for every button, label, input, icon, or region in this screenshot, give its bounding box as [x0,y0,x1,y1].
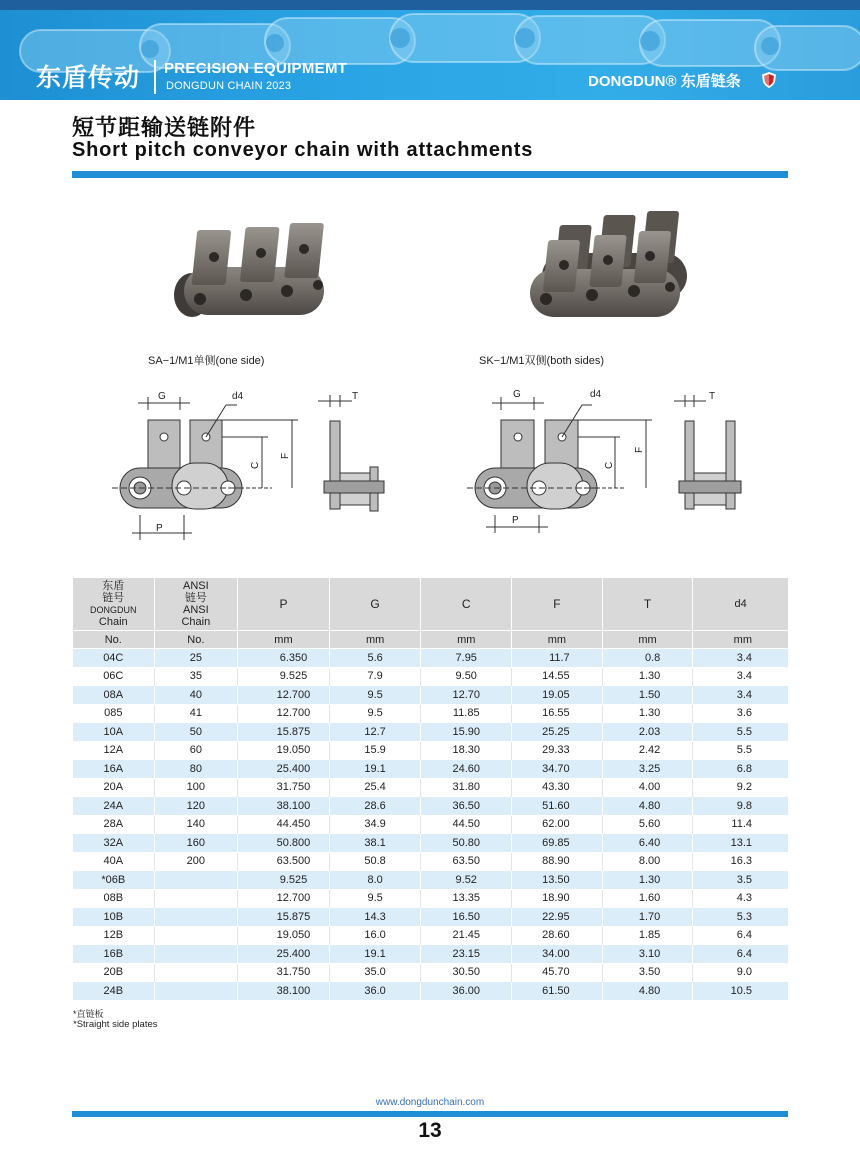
cell-c: 21.45 [421,926,512,945]
cell-d4: 6.4 [693,926,788,945]
cell-chain-no: 16A [73,760,154,779]
cell-ansi-no [154,963,238,982]
cell-f: 11.7 [512,649,603,668]
cell-ansi-no: 25 [154,649,238,668]
cell-chain-no: 24B [73,982,154,1000]
cell-g: 9.5 [329,686,421,705]
cell-g: 8.0 [329,871,421,890]
cell-c: 7.95 [421,649,512,668]
cell-chain-no: 06C [73,667,154,686]
page-title-cn: 短节距输送链附件 [72,115,257,140]
cell-t: 1.30 [602,667,693,686]
cell-chain-no: 20B [73,963,154,982]
cell-c: 13.35 [421,889,512,908]
table-row [73,649,788,668]
cell-f: 14.55 [512,667,603,686]
col-header-ansi-chain: ANSI 链号 ANSI Chain [154,578,238,631]
note-cn: *直链板 [73,1009,104,1019]
brand-tagline: PRECISION EQUIPMEMT [164,60,348,77]
brand-name-cn: 东盾传动 [36,64,141,92]
cell-f: 45.70 [512,963,603,982]
cell-chain-no: 24A [73,797,154,816]
cell-f: 69.85 [512,834,603,853]
cell-t: 5.60 [602,815,693,834]
cell-d4: 11.4 [693,815,788,834]
cell-ansi-no: 200 [154,852,238,871]
cell-t: 4.00 [602,778,693,797]
banner-divider [154,60,156,94]
cell-t: 2.03 [602,723,693,742]
cell-p: 38.100 [238,982,330,1000]
cell-d4: 6.8 [693,760,788,779]
cell-ansi-no: 60 [154,741,238,760]
col-header-p: P [238,578,330,631]
cell-p: 25.400 [238,760,330,779]
table-row [73,963,788,982]
cell-d4: 5.5 [693,741,788,760]
cell-t: 3.50 [602,963,693,982]
table-row [73,889,788,908]
cell-p: 15.875 [238,908,330,927]
cell-f: 16.55 [512,704,603,723]
cell-g: 38.1 [329,834,421,853]
cell-ansi-no [154,889,238,908]
cell-c: 50.80 [421,834,512,853]
cell-p: 12.700 [238,686,330,705]
cell-ansi-no: 160 [154,834,238,853]
cell-d4: 9.0 [693,963,788,982]
cell-g: 50.8 [329,852,421,871]
cell-ansi-no: 80 [154,760,238,779]
unit-c: mm [421,631,512,649]
table-row [73,926,788,945]
cell-c: 9.52 [421,871,512,890]
table-body [73,649,788,1000]
note-en: *Straight side plates [73,1019,158,1030]
cell-f: 34.00 [512,945,603,964]
table-row [73,741,788,760]
cell-p: 31.750 [238,963,330,982]
col-header-c: C [421,578,512,631]
cell-f: 22.95 [512,908,603,927]
cell-t: 1.85 [602,926,693,945]
cell-c: 36.50 [421,797,512,816]
cell-p: 44.450 [238,815,330,834]
page-title-en: Short pitch conveyor chain with attachments [72,139,534,161]
table-row [73,908,788,927]
units-chain-no: No. [73,631,154,649]
cell-p: 50.800 [238,834,330,853]
table-row [73,723,788,742]
sk-dim-g: G [513,389,521,400]
sk-chain-photo [530,211,687,317]
cell-ansi-no: 100 [154,778,238,797]
cell-g: 35.0 [329,963,421,982]
cell-ansi-no [154,982,238,1000]
cell-g: 28.6 [329,797,421,816]
cell-d4: 6.4 [693,945,788,964]
cell-c: 44.50 [421,815,512,834]
cell-t: 3.25 [602,760,693,779]
table-row [73,982,788,1000]
cell-ansi-no [154,908,238,927]
shield-logo-icon [762,72,776,88]
sk-dim-t: T [709,391,716,402]
table-row [73,778,788,797]
cell-f: 88.90 [512,852,603,871]
cell-c: 16.50 [421,908,512,927]
col-header-d4: d4 [693,578,788,631]
sk-dim-c: C [604,461,615,469]
cell-g: 7.9 [329,667,421,686]
cell-d4: 3.4 [693,667,788,686]
cell-t: 0.8 [602,649,693,668]
cell-g: 5.6 [329,649,421,668]
unit-p: mm [238,631,330,649]
cell-t: 4.80 [602,982,693,1000]
table-row [73,760,788,779]
cell-g: 9.5 [329,889,421,908]
cell-t: 1.70 [602,908,693,927]
cell-g: 12.7 [329,723,421,742]
cell-chain-no: *06B [73,871,154,890]
table-row [73,945,788,964]
cell-chain-no: 32A [73,834,154,853]
table-row [73,797,788,816]
cell-d4: 3.4 [693,686,788,705]
cell-t: 2.42 [602,741,693,760]
cell-c: 11.85 [421,704,512,723]
cell-ansi-no: 50 [154,723,238,742]
cell-c: 12.70 [421,686,512,705]
cell-c: 24.60 [421,760,512,779]
table-row [73,871,788,890]
table-units-row [73,631,788,649]
cell-f: 51.60 [512,797,603,816]
cell-c: 36.00 [421,982,512,1000]
col-header-f: F [512,578,603,631]
cell-c: 15.90 [421,723,512,742]
col-header-t: T [602,578,693,631]
sa-dim-c: C [250,461,261,469]
sk-dim-p: P [512,515,519,526]
cell-f: 28.60 [512,926,603,945]
unit-f: mm [512,631,603,649]
cell-g: 14.3 [329,908,421,927]
cell-d4: 9.8 [693,797,788,816]
cell-ansi-no [154,926,238,945]
brand-subtitle: DONGDUN CHAIN 2023 [166,80,292,92]
cell-d4: 16.3 [693,852,788,871]
cell-p: 9.525 [238,871,330,890]
cell-f: 13.50 [512,871,603,890]
table-header-row [73,578,788,631]
cell-p: 9.525 [238,667,330,686]
unit-g: mm [329,631,421,649]
cell-ansi-no: 140 [154,815,238,834]
cell-f: 25.25 [512,723,603,742]
sa-dim-t: T [352,391,359,402]
cell-p: 31.750 [238,778,330,797]
cell-d4: 10.5 [693,982,788,1000]
dongdun-logo-text: DONGDUN® 东盾链条 [588,73,741,90]
cell-t: 1.30 [602,871,693,890]
unit-t: mm [602,631,693,649]
cell-c: 9.50 [421,667,512,686]
cell-c: 23.15 [421,945,512,964]
cell-p: 19.050 [238,926,330,945]
cell-g: 19.1 [329,945,421,964]
sk-dim-f: F [634,446,645,453]
cell-d4: 13.1 [693,834,788,853]
spec-table [73,578,788,1000]
cell-chain-no: 10A [73,723,154,742]
cell-d4: 3.6 [693,704,788,723]
units-ansi-no: No. [154,631,238,649]
sk-dim-d4: d4 [590,389,602,400]
table-row [73,834,788,853]
footer-bar [72,1111,788,1117]
col-header-g: G [329,578,421,631]
cell-g: 34.9 [329,815,421,834]
col-header-dongdun-chain: 东盾 链号 DONGDUN Chain [73,578,154,631]
cell-chain-no: 08B [73,889,154,908]
page-number: 13 [418,1119,442,1142]
cell-f: 43.30 [512,778,603,797]
chain-illustrations [72,185,788,570]
cell-c: 30.50 [421,963,512,982]
cell-g: 9.5 [329,704,421,723]
sa-dim-p: P [156,523,163,534]
sa-caption: SA−1/M1单侧(one side) [148,355,265,367]
cell-c: 31.80 [421,778,512,797]
cell-chain-no: 12A [73,741,154,760]
cell-c: 18.30 [421,741,512,760]
table-row [73,667,788,686]
cell-chain-no: 10B [73,908,154,927]
cell-chain-no: 40A [73,852,154,871]
cell-f: 62.00 [512,815,603,834]
cell-ansi-no: 41 [154,704,238,723]
cell-chain-no: 085 [73,704,154,723]
cell-c: 63.50 [421,852,512,871]
cell-f: 34.70 [512,760,603,779]
sa-dim-g: G [158,391,166,402]
cell-chain-no: 28A [73,815,154,834]
cell-f: 61.50 [512,982,603,1000]
cell-t: 1.30 [602,704,693,723]
cell-ansi-no: 40 [154,686,238,705]
cell-f: 29.33 [512,741,603,760]
sa-dim-f: F [280,452,291,459]
cell-p: 63.500 [238,852,330,871]
cell-t: 4.80 [602,797,693,816]
cell-f: 19.05 [512,686,603,705]
sa-drawing [112,395,384,540]
footer-url[interactable]: www.dongdunchain.com [375,1097,485,1108]
title-underline-bar [72,171,788,178]
sa-chain-photo [174,223,324,317]
cell-d4: 5.5 [693,723,788,742]
table-row [73,704,788,723]
cell-p: 12.700 [238,704,330,723]
cell-chain-no: 20A [73,778,154,797]
cell-d4: 3.4 [693,649,788,668]
cell-p: 12.700 [238,889,330,908]
table-row [73,815,788,834]
cell-p: 38.100 [238,797,330,816]
sa-dim-d4: d4 [232,391,244,402]
cell-chain-no: 16B [73,945,154,964]
cell-t: 3.10 [602,945,693,964]
cell-g: 25.4 [329,778,421,797]
cell-p: 15.875 [238,723,330,742]
header-top-strip [0,0,860,10]
cell-ansi-no: 35 [154,667,238,686]
cell-p: 19.050 [238,741,330,760]
cell-g: 19.1 [329,760,421,779]
cell-g: 36.0 [329,982,421,1000]
table-row [73,852,788,871]
cell-p: 6.350 [238,649,330,668]
cell-p: 25.400 [238,945,330,964]
unit-d4: mm [693,631,788,649]
cell-ansi-no [154,945,238,964]
cell-t: 1.60 [602,889,693,908]
cell-g: 16.0 [329,926,421,945]
cell-t: 1.50 [602,686,693,705]
cell-f: 18.90 [512,889,603,908]
cell-d4: 4.3 [693,889,788,908]
cell-t: 6.40 [602,834,693,853]
cell-chain-no: 08A [73,686,154,705]
sk-caption: SK−1/M1双侧(both sides) [479,355,605,367]
cell-g: 15.9 [329,741,421,760]
cell-chain-no: 12B [73,926,154,945]
cell-ansi-no: 120 [154,797,238,816]
table-row [73,686,788,705]
cell-d4: 3.5 [693,871,788,890]
cell-d4: 9.2 [693,778,788,797]
cell-ansi-no [154,871,238,890]
cell-chain-no: 04C [73,649,154,668]
cell-t: 8.00 [602,852,693,871]
cell-d4: 5.3 [693,908,788,927]
